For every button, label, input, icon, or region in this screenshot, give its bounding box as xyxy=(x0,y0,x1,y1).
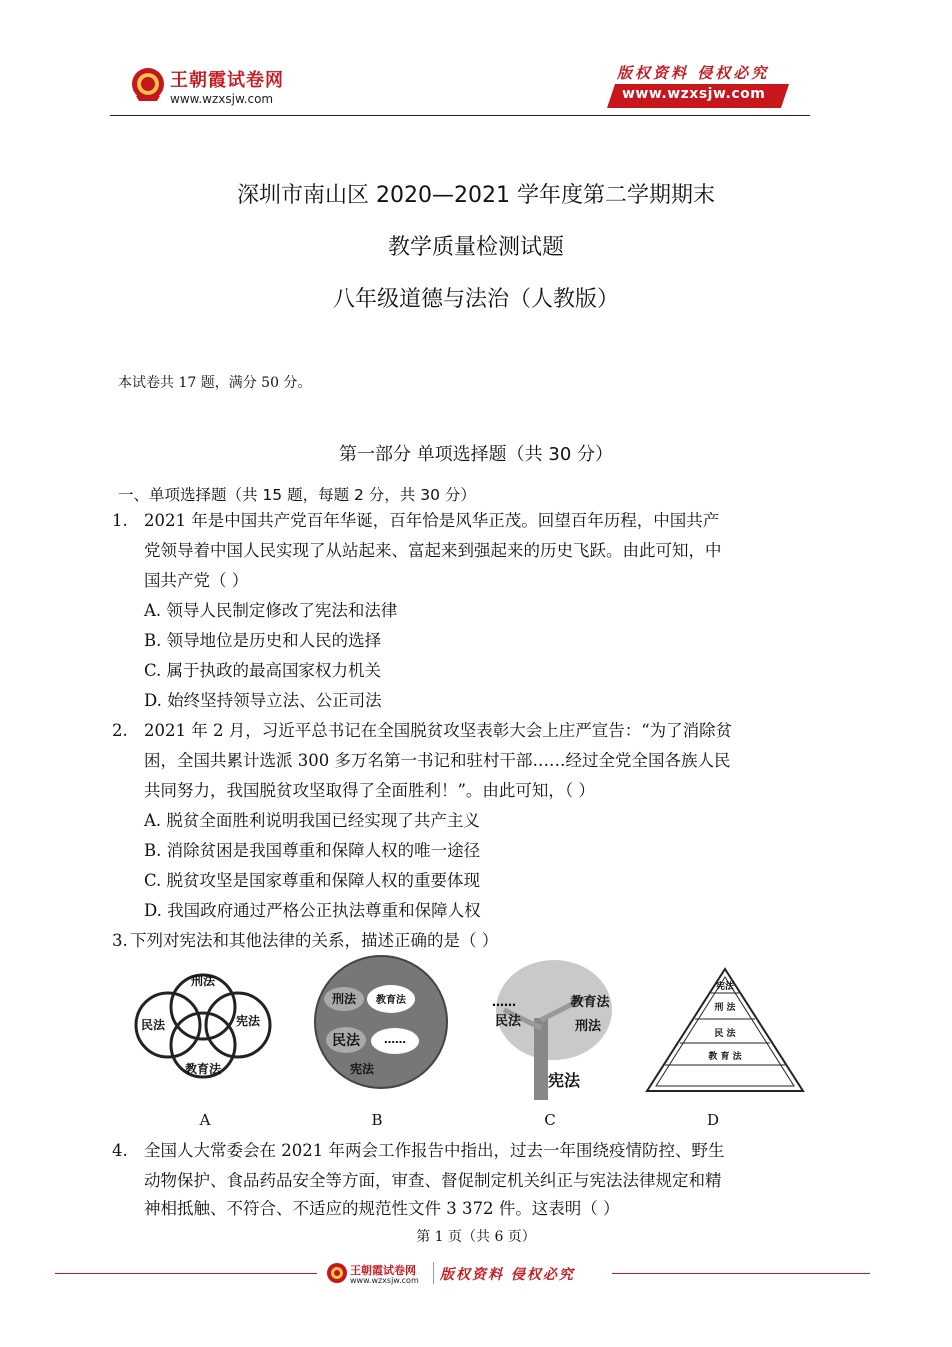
figure-c-label: 民法 xyxy=(494,1014,522,1029)
exam-info: 本试卷共 17 题，满分 50 分。 xyxy=(118,375,312,391)
figure-c-label: 宪法 xyxy=(547,1071,581,1090)
footer-logo-emblem-icon xyxy=(326,1262,348,1284)
url-banner-text[interactable]: www.wzxsjw.com xyxy=(622,86,766,102)
figure-a-label: 宪法 xyxy=(235,1014,261,1028)
section-heading: 一、单项选择题（共 15 题，每题 2 分，共 30 分） xyxy=(118,486,476,504)
figure-a-caption[interactable]: A xyxy=(199,1111,211,1129)
question-number: 3. xyxy=(112,931,128,950)
question-number: 2. xyxy=(112,721,128,740)
figure-b-label: 刑法 xyxy=(331,992,357,1006)
figure-b-label: …… xyxy=(384,1033,406,1046)
option-d[interactable]: D. 始终坚持领导立法、公正司法 xyxy=(144,691,382,710)
question-text-line: 2021 年 2 月，习近平总书记在全国脱贫攻坚表彰大会上庄严宣告：“为了消除贫 xyxy=(144,721,733,740)
figure-b-caption[interactable]: B xyxy=(371,1111,383,1129)
question-text-line: 下列对宪法和其他法律的关系，描述正确的是（ ） xyxy=(130,931,499,950)
logo-url[interactable]: www.wzxsjw.com xyxy=(170,92,274,106)
logo-emblem-icon xyxy=(130,66,166,102)
question-text-line: 党领导着中国人民实现了从站起来、富起来到强起来的历史飞跃。由此可知，中 xyxy=(144,541,722,560)
question-text-line: 困，全国共累计选派 300 多万名第一书记和驻村干部……经过全党全国各族人民 xyxy=(144,751,731,770)
figure-b-label: 教育法 xyxy=(376,995,406,1006)
option-c[interactable]: C. 脱贫攻坚是国家尊重和保障人权的重要体现 xyxy=(144,871,481,890)
figure-d-label: 宪法 xyxy=(715,982,735,992)
page-number: 第 1 页（共 6 页） xyxy=(416,1229,536,1245)
logo-name: 王朝霞试卷网 xyxy=(170,70,284,91)
footer-rule-left xyxy=(55,1273,317,1274)
question-text-line: 2021 年是中国共产党百年华诞，百年恰是风华正茂。回望百年历程，中国共产 xyxy=(144,511,720,530)
exam-title: 深圳市南山区 2020—2021 学年度第二学期期末 xyxy=(237,183,715,208)
figure-c-tree-diagram[interactable] xyxy=(484,958,624,1100)
copyright-slogan: 版权资料 侵权必究 xyxy=(617,64,770,82)
figure-d-label: 刑 法 xyxy=(714,1003,736,1013)
footer-logo-url[interactable]: www.wzxsjw.com xyxy=(350,1276,419,1285)
question-text-line: 神相抵触、不符合、不适应的规范性文件 3 372 件。这表明（ ） xyxy=(144,1199,620,1218)
option-b[interactable]: B. 消除贫困是我国尊重和保障人权的唯一途径 xyxy=(144,841,481,860)
part-heading: 第一部分 单项选择题（共 30 分） xyxy=(338,444,614,465)
question-text-line: 共同努力，我国脱贫攻坚取得了全面胜利！”。由此可知，（ ） xyxy=(144,781,595,800)
figure-b-label: 宪法 xyxy=(349,1062,375,1076)
footer-slogan: 版权资料 侵权必究 xyxy=(440,1267,575,1283)
figure-a-label: 教育法 xyxy=(184,1062,222,1076)
figure-c-label: …… xyxy=(492,995,516,1009)
figure-b-label: 民法 xyxy=(332,1033,360,1049)
figure-c-caption[interactable]: C xyxy=(544,1111,556,1129)
figure-a-venn-diagram[interactable] xyxy=(128,965,278,1085)
figure-a-label: 刑法 xyxy=(190,974,216,988)
figure-c-label: 教育法 xyxy=(570,995,610,1010)
figure-d-label: 教 育 法 xyxy=(708,1052,742,1062)
figure-d-pyramid-diagram[interactable] xyxy=(645,967,805,1095)
figure-b-nested-diagram[interactable] xyxy=(306,955,456,1090)
footer-logo-name: 王朝霞试卷网 xyxy=(350,1264,416,1277)
footer-rule-right xyxy=(612,1273,870,1274)
option-a[interactable]: A. 领导人民制定修改了宪法和法律 xyxy=(144,601,398,620)
figure-d-label: 民 法 xyxy=(714,1029,736,1039)
question-text-line: 国共产党（ ） xyxy=(144,571,249,590)
question-number: 1. xyxy=(112,511,128,530)
figure-a-label: 民法 xyxy=(140,1018,166,1032)
exam-subject: 八年级道德与法治（人教版） xyxy=(332,287,619,312)
figure-c-label: 刑法 xyxy=(574,1019,602,1034)
question-text-line: 全国人大常委会在 2021 年两会工作报告中指出，过去一年围绕疫情防控、野生 xyxy=(144,1141,725,1160)
option-a[interactable]: A. 脱贫全面胜利说明我国已经实现了共产主义 xyxy=(144,811,480,830)
footer-divider xyxy=(433,1262,434,1284)
question-text-line: 动物保护、食品药品安全等方面，审查、督促制定机关纠正与宪法法律规定和精 xyxy=(144,1171,722,1190)
header-divider xyxy=(110,115,810,116)
option-c[interactable]: C. 属于执政的最高国家权力机关 xyxy=(144,661,382,680)
option-b[interactable]: B. 领导地位是历史和人民的选择 xyxy=(144,631,382,650)
figure-d-caption[interactable]: D xyxy=(706,1111,720,1129)
question-number: 4. xyxy=(112,1141,128,1160)
exam-subtitle: 教学质量检测试题 xyxy=(387,235,564,260)
option-d[interactable]: D. 我国政府通过严格公正执法尊重和保障人权 xyxy=(144,901,481,920)
